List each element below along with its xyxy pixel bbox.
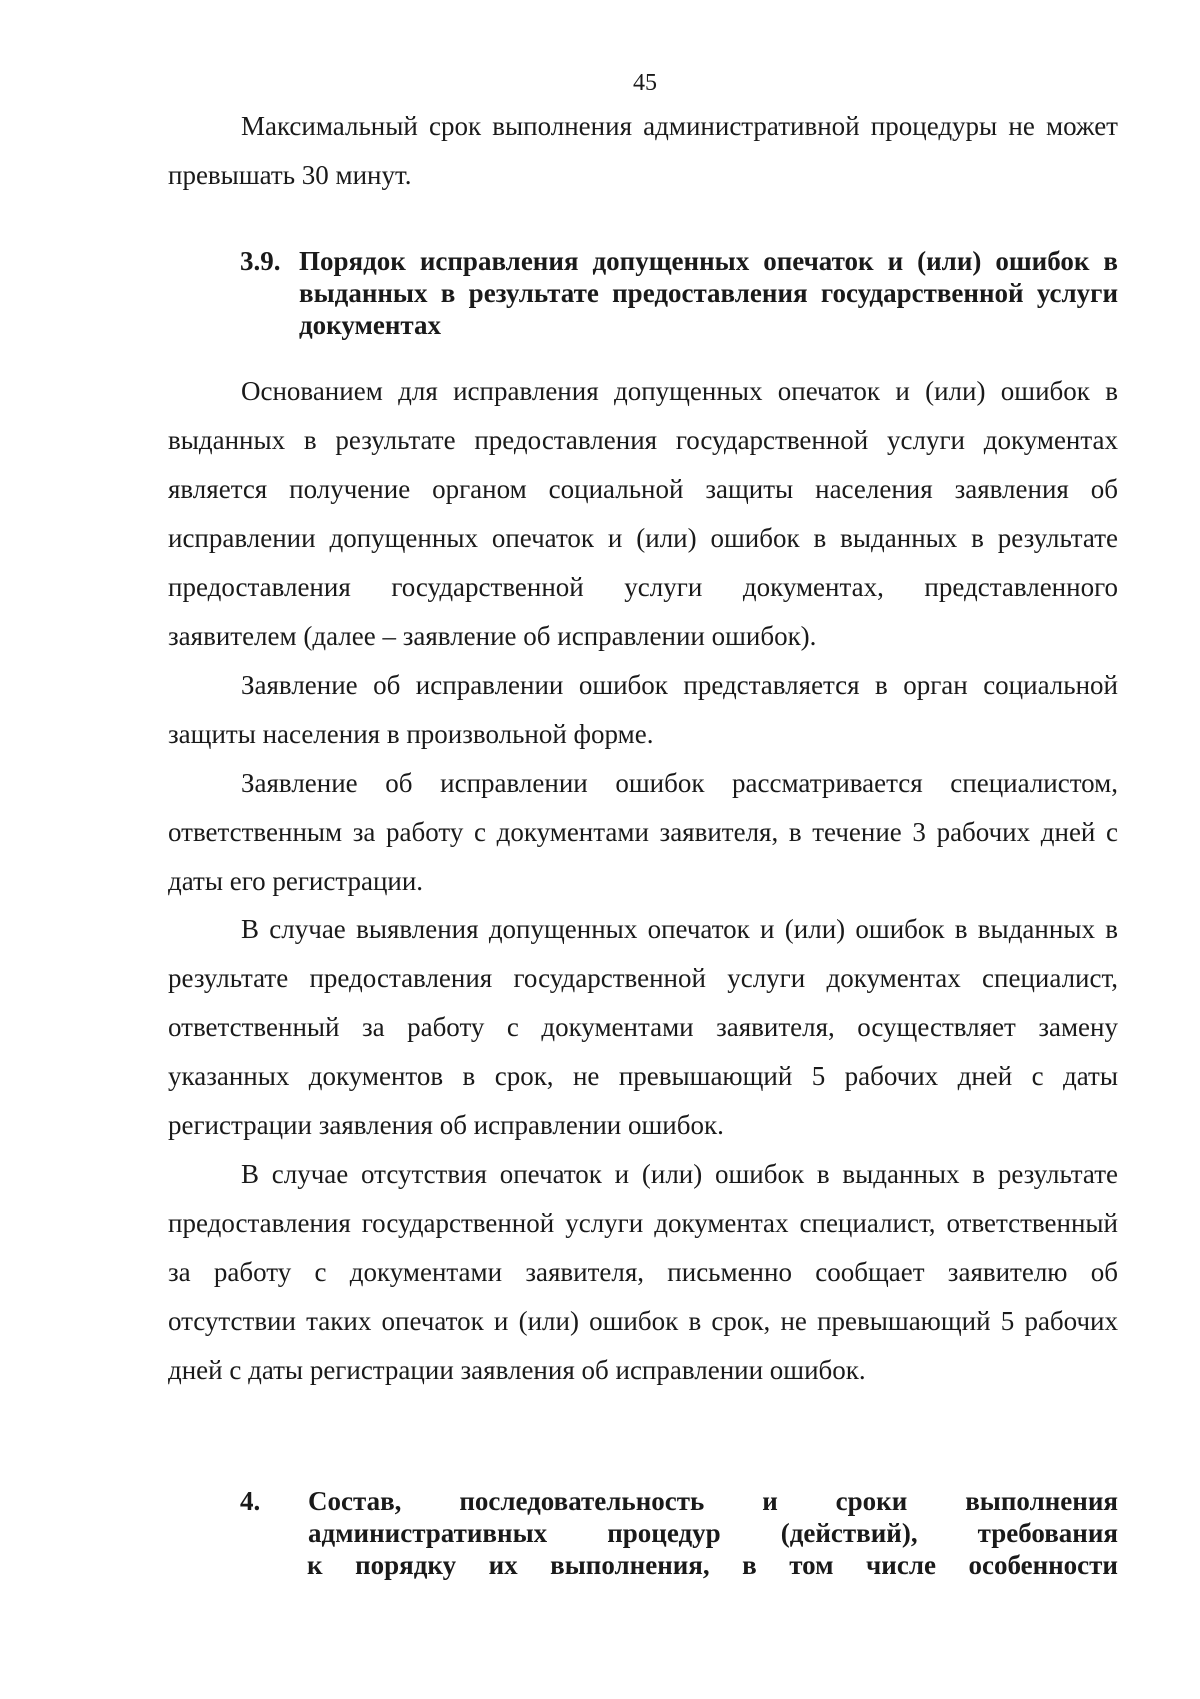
section-4-title-line: административных процедур (действий), требования bbox=[308, 1518, 1118, 1548]
paragraph-free-form: Заявление об исправлении ошибок представляется в орган социальной защиты населения в произвольной форме. bbox=[168, 670, 1118, 749]
section-3-9-heading bbox=[240, 245, 1118, 341]
section-4-title bbox=[240, 1485, 1118, 1581]
section-4-title-line: к порядку их выполнения, в том числе особенности bbox=[307, 1550, 1118, 1580]
paragraph-no-errors: В случае отсутствия опечаток и (или) ошибок в выданных в результате предоставления государственной услуги документах специалист, ответственный за работу с документами заявителя, письменно сообщает заявителю об отсутствии таких опечаток и (или) ошибок в срок, не превышающий 5 рабочих дней с даты регистрации заявления об исправлении ошибок. bbox=[168, 1159, 1118, 1385]
paragraph-errors-found: В случае выявления допущенных опечаток и (или) ошибок в выданных в результате предоставления государственной услуги документах специалист, ответственный за работу с документами заявителя, осуществляет замену указанных документов в срок, не превышающий 5 рабочих дней с даты регистрации заявления об исправлении ошибок. bbox=[168, 914, 1118, 1140]
section-3-9-number: 3.9. bbox=[240, 246, 281, 276]
section-4-heading bbox=[240, 1485, 1118, 1581]
section-4-number: 4. bbox=[240, 1486, 261, 1516]
paragraph-review-term: Заявление об исправлении ошибок рассматривается специалистом, ответственным за работу с документами заявителя, в течение 3 рабочих дней с даты его регистрации. bbox=[168, 768, 1118, 896]
paragraph-basis: Основанием для исправления допущенных опечаток и (или) ошибок в выданных в результате предоставления государственной услуги документах является получение органом социальной защиты населения заявления об исправлении допущенных опечаток и (или) ошибок в выданных в результате предоставления государственной услуги документах, представленного заявителем (далее – заявление об исправлении ошибок). bbox=[168, 376, 1118, 651]
page-number: 45 bbox=[633, 70, 657, 96]
section-4-title-line: Состав, последовательность и сроки выполнения bbox=[308, 1486, 1118, 1516]
intro-paragraph: Максимальный срок выполнения административной процедуры не может превышать 30 минут. bbox=[168, 111, 1118, 190]
section-3-9-title: Порядок исправления допущенных опечаток и (или) ошибок в выданных в результате предоставления государственной услуги документах bbox=[299, 246, 1118, 340]
